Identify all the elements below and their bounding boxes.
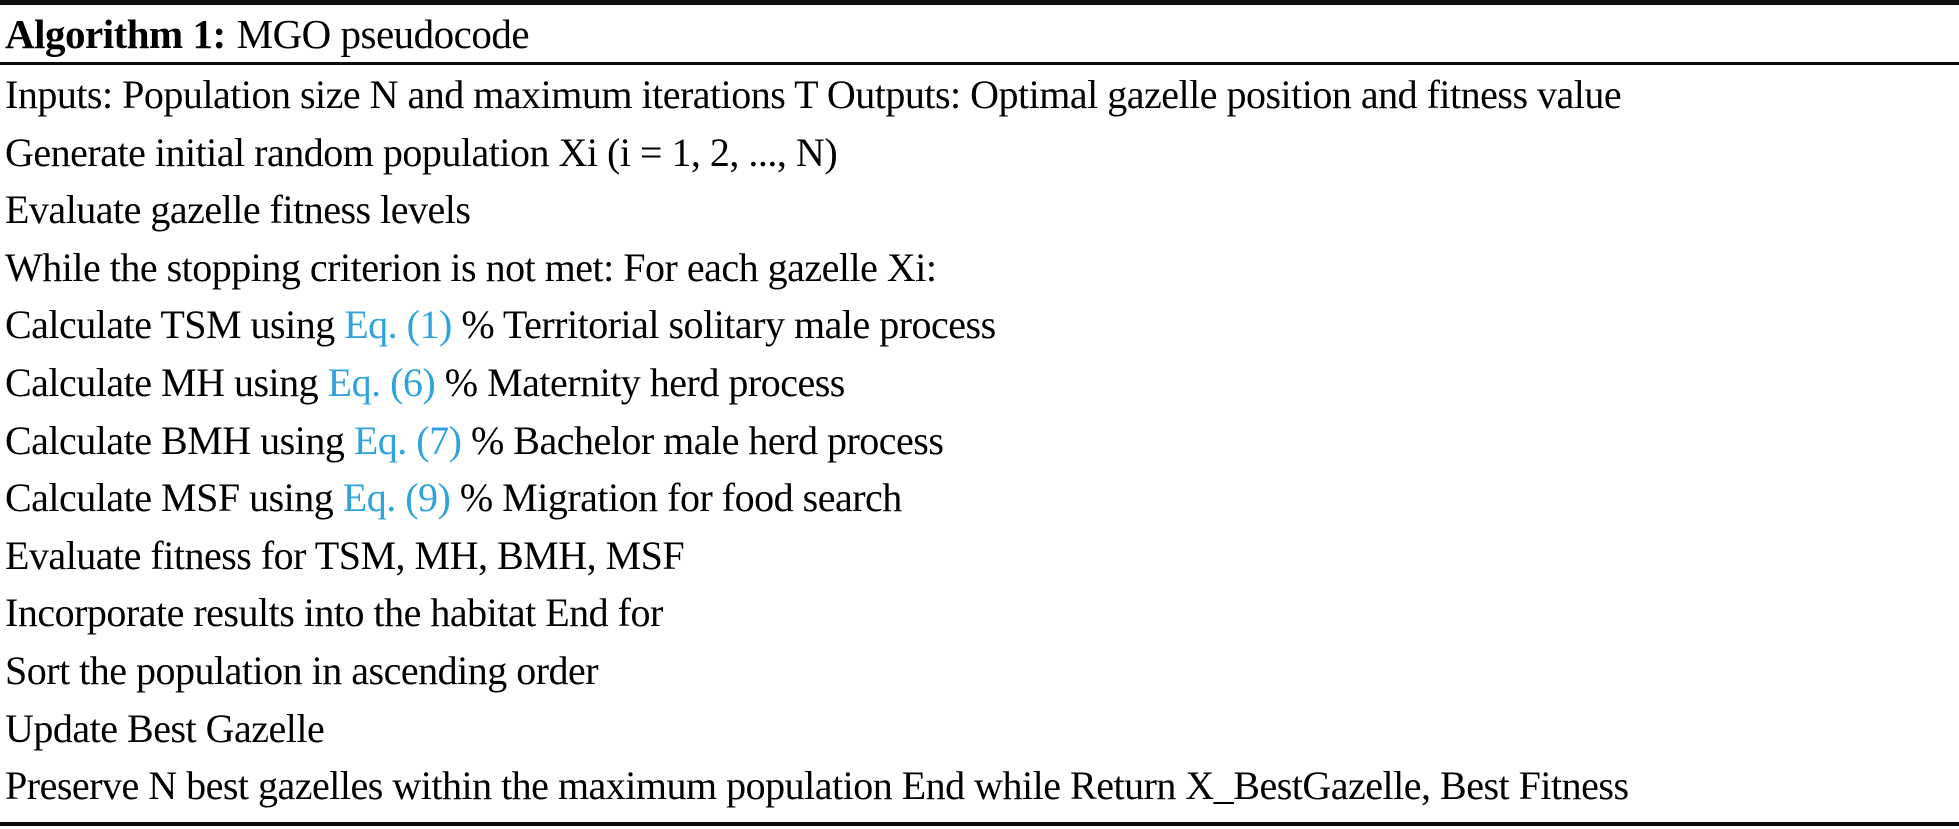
equation-link[interactable]: Eq. (1) [344,302,452,348]
pseudocode-line [5,642,1959,700]
equation-link[interactable]: Eq. (9) [342,475,451,521]
pseudocode-line [5,239,1959,297]
pseudocode-line [5,469,1959,527]
line-text: Evaluate gazelle fitness levels [5,187,471,233]
line-text: % Maternity herd process [435,359,845,405]
line-text: % Migration for food search [450,475,902,521]
line-text: Sort the population in ascending order [5,647,599,693]
pseudocode-line [5,757,1959,815]
pseudocode-line [5,124,1959,182]
line-text: Update Best Gazelle [5,705,325,751]
algorithm-number-label: Algorithm 1: [5,10,226,57]
equation-link[interactable]: Eq. (7) [353,417,462,463]
pseudocode-line [5,66,1959,124]
algorithm-header [0,5,1959,62]
line-text: Evaluate fitness for TSM, MH, BMH, MSF [5,532,685,578]
pseudocode-line [5,700,1959,758]
line-text: Inputs: Population size N and maximum iterations T Outputs: Optimal gazelle position and fitness value [5,72,1622,117]
line-text: Calculate MSF using [5,475,343,521]
line-text: Generate initial random population Xi (i = 1, 2, ..., N) [5,129,838,175]
pseudocode-line [5,296,1959,354]
line-text: Calculate BMH using [5,417,354,463]
bottom-rule [0,822,1959,826]
pseudocode-line [5,584,1959,642]
line-text: % Bachelor male herd process [461,417,944,463]
algorithm-title: MGO pseudocode [236,10,530,57]
line-text: While the stopping criterion is not met: For each gazelle Xi: [5,244,937,290]
line-text: Calculate TSM using [5,302,345,348]
pseudocode-line [5,527,1959,585]
line-text: Incorporate results into the habitat End for [5,590,663,636]
pseudocode-line [5,412,1959,470]
pseudocode-line [5,354,1959,412]
line-text: Preserve N best gazelles within the maximum population End while Return X_BestGazelle, Best Fitness [5,763,1629,809]
pseudocode-line [5,181,1959,239]
algorithm-body [0,65,1959,815]
equation-link[interactable]: Eq. (6) [327,359,436,405]
line-text: Calculate MH using [5,359,328,405]
line-text: % Territorial solitary male process [451,302,996,348]
